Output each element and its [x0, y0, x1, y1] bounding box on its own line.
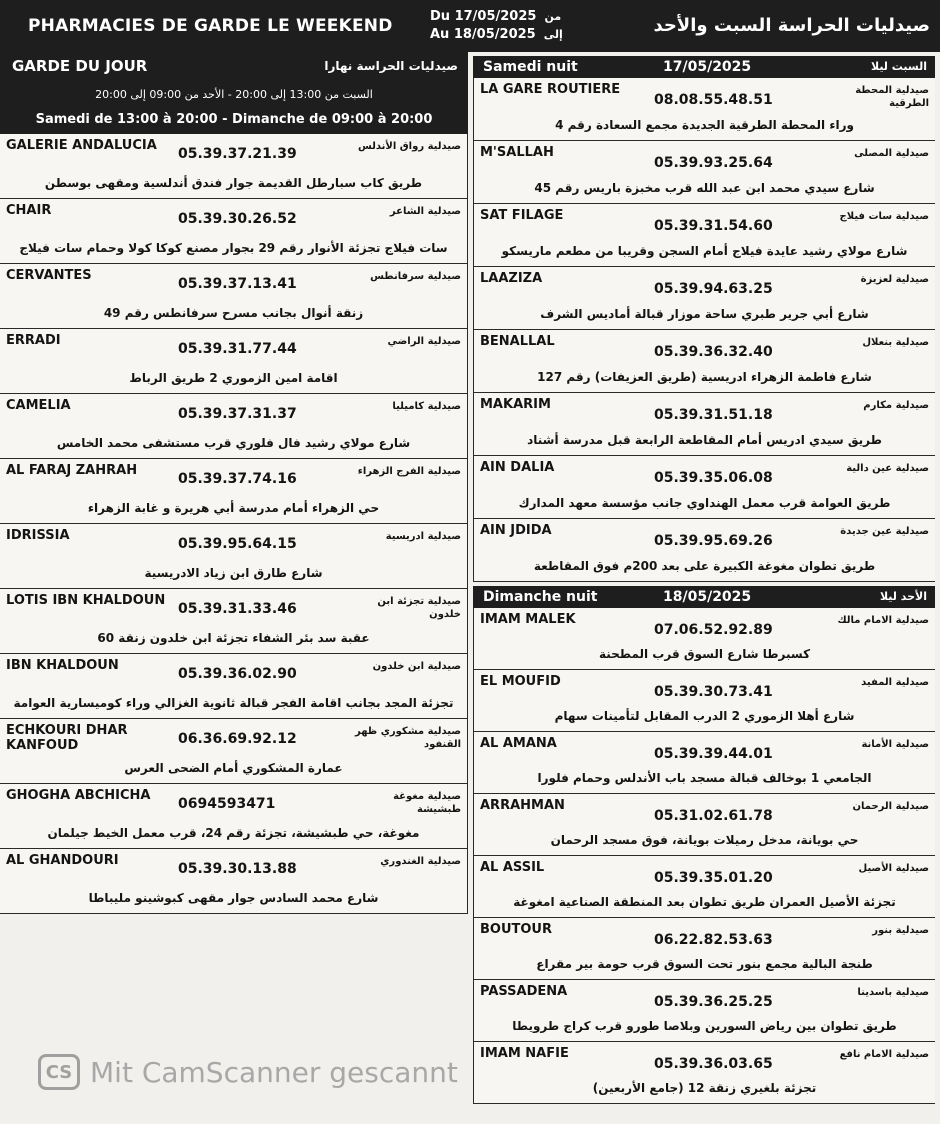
pharmacy-address-ar: حي بويانة، مدخل رميلات بويانة، فوق مسجد الرحمان — [550, 833, 859, 847]
pharmacy-name: SAT FILAGE — [480, 208, 564, 223]
pharmacy-name: IDRISSIA — [6, 528, 70, 543]
pharmacy-name: GALERIE ANDALUCIA — [6, 138, 157, 153]
pharmacy-address-ar: سات فيلاج تجزئة الأنوار رقم 29 بجوار مصنع كوكا كولا وحمام سات فيلاج — [19, 241, 448, 255]
pharmacy-address-ar: حي الزهراء أمام مدرسة أبي هريرة و غابة الزهراء — [87, 501, 380, 515]
pharmacy-entry — [473, 78, 935, 141]
pharmacy-address-ar: طريق العوامة قرب معمل الهنداوي جانب مؤسسة معهد المدارك — [518, 496, 891, 510]
pharmacy-name: BOUTOUR — [480, 922, 553, 937]
pharmacy-entry — [473, 856, 935, 918]
dimanche-nuit-date: 18/05/2025 — [663, 589, 752, 605]
pharmacy-phone: 05.39.37.74.16 — [178, 471, 297, 487]
pharmacy-phone: 06.36.69.92.12 — [178, 731, 297, 747]
pharmacy-phone: 0694593471 — [178, 796, 276, 812]
samedi-nuit-list — [473, 78, 935, 582]
date-range — [430, 8, 563, 44]
date-from: Du 17/05/2025 — [430, 9, 537, 24]
garde-hours-ar: السبت من 13:00 إلى 20:00 - الأحد من 09:00 إلى 20:00 — [95, 88, 373, 101]
pharmacy-phone: 05.39.36.25.25 — [654, 994, 773, 1010]
title-fr: PHARMACIES DE GARDE LE WEEKEND — [28, 16, 393, 36]
pharmacy-entry — [0, 524, 468, 589]
pharmacy-name-ar: صيدلية الراضي — [387, 336, 461, 347]
pharmacy-phone: 05.39.39.44.01 — [654, 746, 773, 762]
pharmacy-name-ar: صيدلية باسدينا — [857, 987, 929, 998]
pharmacy-name: IMAM NAFIE — [480, 1046, 569, 1061]
pharmacy-name: ECHKOURI DHAR KANFOUD — [6, 723, 128, 753]
pharmacy-phone: 05.31.02.61.78 — [654, 808, 773, 824]
pharmacy-address-ar: وراء المحطة الطرقية الجديدة مجمع السعادة رقم 4 — [555, 118, 854, 132]
pharmacy-entry — [473, 980, 935, 1042]
pharmacy-entry — [473, 393, 935, 456]
pharmacy-name-ar: صيدلية الشاعر — [389, 206, 461, 217]
pharmacy-name-ar: صيدلية الأصيل — [858, 863, 929, 874]
pharmacy-phone: 05.39.35.01.20 — [654, 870, 773, 886]
pharmacy-entry — [0, 849, 468, 914]
pharmacy-name-ar: صيدلية لعزيزة — [860, 274, 929, 285]
pharmacy-phone: 05.39.30.73.41 — [654, 684, 773, 700]
pharmacy-name: AL GHANDOURI — [6, 853, 119, 868]
pharmacy-address-ar: طريق سيدي ادريس أمام المقاطعة الرابعة قبل مدرسة أشناد — [527, 433, 882, 447]
pharmacy-entry — [0, 719, 468, 784]
pharmacy-entry — [473, 267, 935, 330]
title-ar: صيدليات الحراسة السبت والأحد — [653, 15, 930, 36]
pharmacy-name-ar: صيدلية المحطة الطرقية — [855, 85, 929, 109]
pharmacy-name: AL AMANA — [480, 736, 557, 751]
pharmacy-phone: 05.39.36.32.40 — [654, 344, 773, 360]
pharmacy-name-ar: صيدلية بنور — [872, 925, 929, 936]
pharmacy-address-ar: شارع أبي جرير طبري ساحة موزار قبالة أماديس الشرف — [540, 307, 869, 321]
garde-du-jour-title-ar: صيدليات الحراسة نهارا — [324, 59, 458, 73]
pharmacy-entry — [473, 141, 935, 204]
pharmacy-name-ar: صيدلية الامام نافع — [839, 1049, 929, 1060]
camscanner-watermark — [38, 1052, 458, 1092]
pharmacy-name-ar: صيدلية مكارم — [863, 400, 929, 411]
date-to: Au 18/05/2025 — [430, 27, 536, 42]
dimanche-nuit-title: Dimanche nuit — [483, 589, 598, 605]
pharmacy-entry — [473, 519, 935, 582]
pharmacy-phone: 05.39.30.26.52 — [178, 211, 297, 227]
dimanche-nuit-list — [473, 608, 935, 1104]
page-header — [0, 0, 940, 52]
pharmacy-name-ar: صيدلية ادريسية — [385, 531, 461, 542]
pharmacy-name: AL FARAJ ZAHRAH — [6, 463, 138, 478]
pharmacy-entry — [473, 918, 935, 980]
samedi-nuit-header — [473, 56, 935, 78]
pharmacy-phone: 05.39.31.33.46 — [178, 601, 297, 617]
pharmacy-entry — [0, 589, 468, 654]
pharmacy-name-ar: صيدلية سات فيلاج — [839, 211, 929, 222]
pharmacy-name: ERRADI — [6, 333, 61, 348]
pharmacy-address-ar: شارع مولاي رشيد فال فلوري قرب مستشفى محمد الخامس — [56, 436, 411, 450]
pharmacy-phone: 05.39.37.31.37 — [178, 406, 297, 422]
pharmacy-name: BENALLAL — [480, 334, 555, 349]
pharmacy-address-ar: عقبة سد بئر الشفاء تجزئة ابن خلدون زنقة 60 — [97, 631, 370, 645]
pharmacy-name: IBN KHALDOUN — [6, 658, 119, 673]
pharmacy-entry — [0, 784, 468, 849]
garde-du-jour-column — [0, 52, 468, 912]
pharmacy-entry — [473, 732, 935, 794]
watermark-text: Mit CamScanner gescannt — [90, 1055, 458, 1089]
pharmacy-name: EL MOUFID — [480, 674, 561, 689]
pharmacy-name-ar: صيدلية الأمانة — [861, 739, 929, 750]
pharmacy-entry — [473, 1042, 935, 1104]
pharmacy-entry — [473, 204, 935, 267]
pharmacy-entry — [0, 654, 468, 719]
garde-du-jour-list — [0, 134, 468, 914]
pharmacy-name-ar: صيدلية بنعلال — [862, 337, 929, 348]
pharmacy-address-ar: تجزئة المجد بجانب اقامة الفجر قبالة ثانوية الغزالي وراء كوميسارية العوامة — [13, 696, 454, 710]
pharmacy-address-ar: اقامة امين الزموري 2 طريق الرباط — [129, 371, 338, 385]
pharmacy-name-ar: صيدلية الرحمان — [852, 801, 929, 812]
pharmacy-address-ar: عمارة المشكوري أمام الضحى العرس — [124, 761, 343, 775]
pharmacy-address-ar: طريق كاب سبارطل القديمة جوار فندق أندلسية ومقهى بوسطن — [44, 176, 423, 190]
pharmacy-name-ar: صيدلية مشكوري ظهر القنفود — [354, 726, 461, 750]
pharmacy-name: GHOGHA ABCHICHA — [6, 788, 151, 803]
pharmacy-phone: 05.39.37.13.41 — [178, 276, 297, 292]
pharmacy-name-ar: صيدلية الامام مالك — [837, 615, 929, 626]
pharmacy-phone: 08.08.55.48.51 — [654, 92, 773, 108]
pharmacy-name: PASSADENA — [480, 984, 568, 999]
pharmacy-address-ar: تجزئة بلغيري زنقة 12 (جامع الأربعين) — [592, 1081, 817, 1095]
pharmacy-entry — [473, 670, 935, 732]
pharmacy-entry — [473, 608, 935, 670]
garde-hours-fr: Samedi de 13:00 à 20:00 - Dimanche de 09:00 à 20:00 — [35, 112, 433, 127]
pharmacy-address-ar: شارع فاطمة الزهراء ادريسية (طريق العزيفات) رقم 127 — [537, 370, 872, 384]
pharmacy-phone: 05.39.95.69.26 — [654, 533, 773, 549]
pharmacy-phone: 05.39.30.13.88 — [178, 861, 297, 877]
pharmacy-address-ar: زنقة أنوال بجانب مسرح سرفانطس رقم 49 — [103, 306, 364, 320]
pharmacy-phone: 05.39.31.54.60 — [654, 218, 773, 234]
date-from-ar: من — [544, 10, 562, 23]
pharmacy-address-ar: شارع مولاي رشيد عايدة فيلاج أمام السجن وقريبا من مطعم ماريسكو — [501, 244, 908, 258]
pharmacy-name-ar: صيدلية المفيد — [861, 677, 929, 688]
pharmacy-entry — [0, 134, 468, 199]
pharmacy-name: LOTIS IBN KHALDOUN — [6, 593, 166, 608]
date-to-ar: إلى — [543, 28, 563, 41]
pharmacy-name-ar: صيدلية عين جديدة — [840, 526, 929, 537]
pharmacy-phone: 05.39.35.06.08 — [654, 470, 773, 486]
garde-du-jour-title: GARDE DU JOUR — [12, 57, 148, 75]
pharmacy-phone: 05.39.36.02.90 — [178, 666, 297, 682]
pharmacy-name: AIN DALIA — [480, 460, 555, 475]
pharmacy-name: AIN JDIDA — [480, 523, 552, 538]
pharmacy-phone: 05.39.94.63.25 — [654, 281, 773, 297]
garde-du-jour-header — [0, 52, 468, 134]
pharmacy-address-ar: شارع أهلا الزموري 2 الدرب المقابل لتأمينات سهام — [554, 709, 855, 723]
pharmacy-entry — [473, 456, 935, 519]
pharmacy-name-ar: صيدلية رواق الأندلس — [357, 141, 461, 152]
pharmacy-entry — [473, 330, 935, 393]
pharmacy-name: ARRAHMAN — [480, 798, 565, 813]
pharmacy-name-ar: صيدلية سرفانطس — [370, 271, 461, 282]
pharmacy-entry — [0, 264, 468, 329]
pharmacy-address-ar: شارع محمد السادس جوار مقهى كبوشينو مليباطا — [88, 891, 379, 905]
pharmacy-phone: 05.39.31.77.44 — [178, 341, 297, 357]
pharmacy-entry — [473, 794, 935, 856]
pharmacy-address-ar: مغوغة، حي طبشيشة، تجزئة رقم 24، قرب معمل الخيط جيلمان — [47, 826, 420, 840]
samedi-nuit-date: 17/05/2025 — [663, 59, 752, 75]
pharmacy-name-ar: صيدلية كاميليا — [392, 401, 461, 412]
pharmacy-entry — [0, 329, 468, 394]
pharmacy-phone: 05.39.93.25.64 — [654, 155, 773, 171]
pharmacy-name-ar: صيدلية الغندوري — [380, 856, 461, 867]
pharmacy-name: IMAM MALEK — [480, 612, 576, 627]
pharmacy-phone: 06.22.82.53.63 — [654, 932, 773, 948]
pharmacy-phone: 07.06.52.92.89 — [654, 622, 773, 638]
pharmacy-address-ar: الجامعي 1 بوخالف قبالة مسجد باب الأندلس وحمام فلورا — [537, 771, 872, 785]
samedi-nuit-title: Samedi nuit — [483, 59, 578, 75]
pharmacy-address-ar: طنجة البالية مجمع بنور تحت السوق قرب حومة بير مقراع — [536, 957, 873, 971]
pharmacy-name-ar: صيدلية المصلى — [854, 148, 929, 159]
dimanche-nuit-title-ar: الأحد ليلا — [879, 590, 927, 603]
pharmacy-phone: 05.39.36.03.65 — [654, 1056, 773, 1072]
pharmacy-name-ar: صيدلية ابن خلدون — [372, 661, 461, 672]
pharmacy-address-ar: شارع طارق ابن زياد الادريسية — [144, 566, 323, 580]
pharmacy-entry — [0, 459, 468, 524]
pharmacy-name-ar: صيدلية الفرج الزهراء — [357, 466, 461, 477]
pharmacy-name: M'SALLAH — [480, 145, 554, 160]
pharmacy-name: CAMELIA — [6, 398, 71, 413]
pharmacy-phone: 05.39.31.51.18 — [654, 407, 773, 423]
pharmacy-address-ar: طريق تطوان بين رياض السورين وبلاصا طورو قرب كراج طرويطا — [512, 1019, 897, 1033]
dimanche-nuit-header — [473, 586, 935, 608]
pharmacy-name-ar: صيدلية تجزئة ابن خلدون — [377, 596, 461, 620]
pharmacy-name: CERVANTES — [6, 268, 92, 283]
pharmacy-name-ar: صيدلية مغوغة طبشيشة — [393, 791, 461, 815]
pharmacy-name: LAAZIZA — [480, 271, 543, 286]
pharmacy-address-ar: تجزئة الأصيل العمران طريق تطوان بعد المنطقة الصناعية امغوغة — [513, 895, 896, 909]
pharmacy-address-ar: كسبرطا شارع السوق قرب المطحنة — [598, 647, 811, 661]
camscanner-logo: CS — [38, 1054, 80, 1090]
nuit-column — [473, 56, 935, 1124]
pharmacy-entry — [0, 199, 468, 264]
pharmacy-name-ar: صيدلية عين دالية — [846, 463, 929, 474]
pharmacy-name: CHAIR — [6, 203, 52, 218]
pharmacy-entry — [0, 394, 468, 459]
pharmacy-phone: 05.39.95.64.15 — [178, 536, 297, 552]
pharmacy-name: AL ASSIL — [480, 860, 545, 875]
pharmacy-phone: 05.39.37.21.39 — [178, 146, 297, 162]
pharmacy-name: LA GARE ROUTIERE — [480, 82, 621, 97]
pharmacy-name: MAKARIM — [480, 397, 551, 412]
pharmacy-address-ar: شارع سيدي محمد ابن عبد الله قرب مخبزة باريس رقم 45 — [534, 181, 875, 195]
samedi-nuit-title-ar: السبت ليلا — [870, 60, 927, 73]
pharmacy-address-ar: طريق تطوان مغوغة الكبيرة على بعد 200م فوق المقاطعة — [533, 559, 876, 573]
